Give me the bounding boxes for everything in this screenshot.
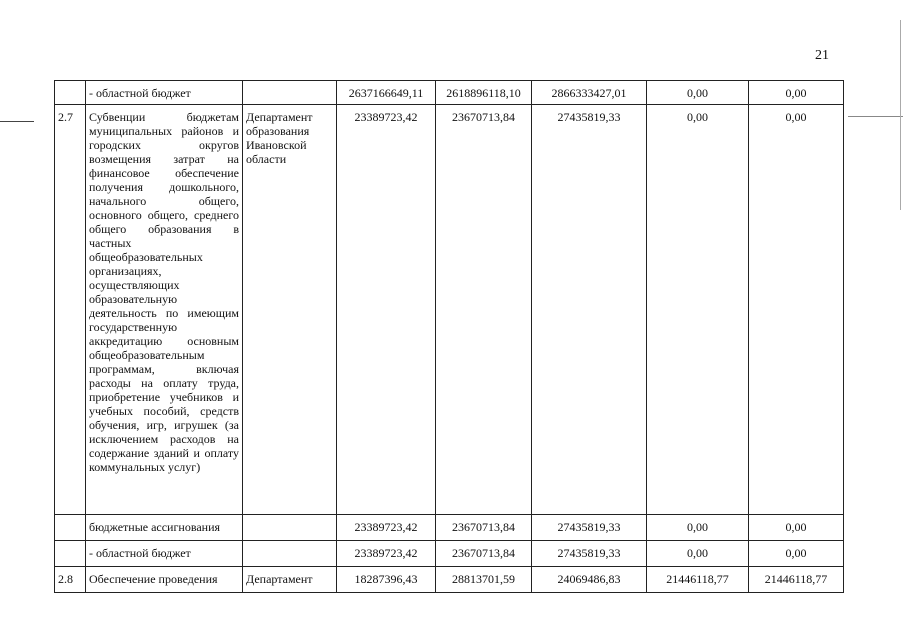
row-department bbox=[243, 541, 337, 567]
value-col-2: 23670713,84 bbox=[436, 515, 532, 541]
row-number: 2.8 bbox=[55, 567, 86, 593]
value-col-5: 21446118,77 bbox=[749, 567, 844, 593]
value-col-5: 0,00 bbox=[749, 105, 844, 515]
row-name: Субвенции бюджетам муниципальных районов и городских округов возмещения затрат на финансовое обеспечение получения дошкольного, начального общего, основного общего, среднего общего образования в частных общеобразовательных организациях, осуществляющих образовательную деятельность по имеющим государственную аккредитацию основным общеобразовательным программам, включая расходы на оплату труда, приобретение учебников и учебных пособий, средств обучения, игр, игрушек (за исключением расходов на содержание зданий и оплату коммунальных услуг) bbox=[86, 105, 243, 515]
value-col-5: 0,00 bbox=[749, 515, 844, 541]
value-col-3: 2866333427,01 bbox=[532, 81, 647, 105]
row-name: бюджетные ассигнования bbox=[86, 515, 243, 541]
right-scan-mark bbox=[848, 116, 903, 117]
value-col-2: 23670713,84 bbox=[436, 105, 532, 515]
row-number bbox=[55, 515, 86, 541]
value-col-1: 18287396,43 bbox=[337, 567, 436, 593]
table-row bbox=[55, 515, 844, 541]
row-department: Департамент bbox=[243, 567, 337, 593]
row-number: 2.7 bbox=[55, 105, 86, 515]
value-col-3: 24069486,83 bbox=[532, 567, 647, 593]
value-col-1: 23389723,42 bbox=[337, 515, 436, 541]
table-row bbox=[55, 105, 844, 515]
row-number bbox=[55, 541, 86, 567]
table-row bbox=[55, 541, 844, 567]
row-department bbox=[243, 515, 337, 541]
table-row bbox=[55, 567, 844, 593]
value-col-4: 0,00 bbox=[647, 81, 749, 105]
value-col-3: 27435819,33 bbox=[532, 105, 647, 515]
value-col-2: 28813701,59 bbox=[436, 567, 532, 593]
value-col-2: 2618896118,10 bbox=[436, 81, 532, 105]
value-col-1: 23389723,42 bbox=[337, 105, 436, 515]
value-col-4: 0,00 bbox=[647, 541, 749, 567]
row-name: - областной бюджет bbox=[86, 541, 243, 567]
row-name: Обеспечение проведения bbox=[86, 567, 243, 593]
row-department bbox=[243, 81, 337, 105]
value-col-3: 27435819,33 bbox=[532, 515, 647, 541]
value-col-4: 0,00 bbox=[647, 515, 749, 541]
table-row bbox=[55, 81, 844, 105]
row-number bbox=[55, 81, 86, 105]
left-scan-mark bbox=[0, 121, 34, 122]
value-col-2: 23670713,84 bbox=[436, 541, 532, 567]
page-number: 21 bbox=[815, 48, 829, 63]
budget-table bbox=[54, 80, 844, 593]
value-col-1: 2637166649,11 bbox=[337, 81, 436, 105]
value-col-5: 0,00 bbox=[749, 81, 844, 105]
row-name: - областной бюджет bbox=[86, 81, 243, 105]
right-edge-mark bbox=[900, 20, 901, 210]
value-col-3: 27435819,33 bbox=[532, 541, 647, 567]
value-col-4: 21446118,77 bbox=[647, 567, 749, 593]
value-col-5: 0,00 bbox=[749, 541, 844, 567]
value-col-1: 23389723,42 bbox=[337, 541, 436, 567]
row-department: Департамент образования Ивановской области bbox=[243, 105, 337, 515]
value-col-4: 0,00 bbox=[647, 105, 749, 515]
